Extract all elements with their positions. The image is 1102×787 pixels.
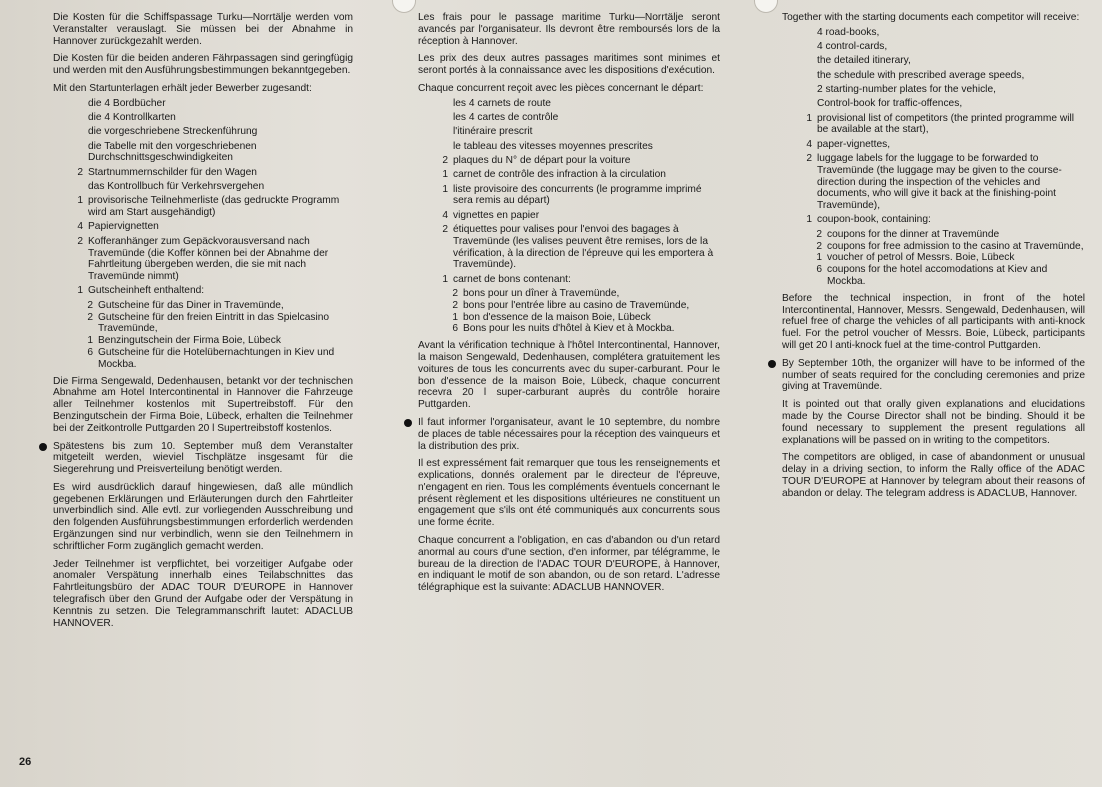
list-item: le tableau des vitesses moyennes prescrites bbox=[453, 140, 653, 152]
list-item: 2 plaques du N° de départ pour la voiture bbox=[442, 154, 631, 166]
list-item: 1 bon d'essence de la maison Boie, Lübeck bbox=[452, 311, 651, 323]
list-item: 6 coupons for the hotel accomodations at Kiev and Mockba. bbox=[816, 264, 1048, 287]
english-paragraph-4: It is pointed out that orally given explanations and elucidations made by the Course Director shall not be binding. Should it be found necessary to supplement the present regulations all explanations will be passed on in writing to the competitors. bbox=[782, 399, 1085, 446]
list-item: 1 provisorische Teilnehmerliste (das gedruckte Programm wird am Start ausgehändigt) bbox=[77, 195, 340, 219]
list-item: 4 vignettes en papier bbox=[442, 209, 540, 221]
list-item: 4 paper-vignettes, bbox=[806, 138, 891, 150]
punch-hole-left bbox=[392, 0, 416, 13]
list-item: l'itinéraire prescrit bbox=[453, 126, 533, 138]
french-paragraph-5: Il faut informer l'organisateur, avant le 10 septembre, du nombre de places de table nécessaires pour la réception des vainqueurs et la distribution des prix. bbox=[418, 417, 720, 452]
list-item: 2 Gutscheine für das Diner in Travemünde, bbox=[87, 299, 284, 311]
list-item: les 4 cartes de contrôle bbox=[453, 112, 559, 124]
list-item: 2 Kofferanhänger zum Gepäckvorausversand nach Travemünde (die Koffer können bei der Abnahme der Fahrtleitung übergeben werden, die sie mit nach Travemünde nimmt) bbox=[77, 235, 329, 283]
list-item: 1 liste provisoire des concurrents (le programme imprimé sera remis au départ) bbox=[442, 183, 702, 207]
bullet-icon bbox=[39, 443, 47, 451]
column-french bbox=[418, 12, 720, 600]
list-item: 2 coupons for the dinner at Travemünde bbox=[816, 228, 1000, 240]
german-paragraph-5: Spätestens bis zum 10. September muß dem Veranstalter mitgeteilt werden, wieviel Tischplätze insgesamt für die Siegerehrung und Preisverteilung benötigt werden. bbox=[53, 441, 353, 476]
french-paragraph-7: Chaque concurrent a l'obligation, en cas d'abandon ou d'un retard anormal au cours d'une section, d'en informer, par télégramme, le bureau de la direction de l'ADAC TOUR D'EUROPE, à Hannover, en indiquant le motif de son abandon, ou de son retard. L'adresse télégraphique est la suivante: ADACLUB HANNOVER. bbox=[418, 535, 720, 594]
list-item: 1 provisional list of competitors (the printed programme will be available at the start), bbox=[806, 112, 1075, 136]
list-item: 2 bons pour l'entrée libre au casino de Travemünde, bbox=[452, 299, 690, 311]
list-item: 1 voucher of petrol of Messrs. Boie, Lübeck bbox=[816, 252, 1015, 264]
list-item: 2 coupons for free admission to the casino at Travemünde, bbox=[816, 240, 1084, 252]
french-paragraph-6: Il est expressément fait remarquer que tous les renseignements et explications, donnés oralement par le directeur de l'épreuve, n'engagent en rien. Tous les compléments éventuels concernant le présent règlement et les dispositions ultérieures ne constituent un engagement que s'ils ont été communiqués aux concurrents sous une forme écrite. bbox=[418, 458, 720, 529]
list-item: 2 bons pour un dîner à Travemünde, bbox=[452, 287, 620, 299]
english-coupon-list bbox=[800, 229, 1085, 288]
list-item: das Kontrollbuch für Verkehrsvergehen bbox=[88, 181, 265, 193]
french-document-list bbox=[418, 98, 720, 335]
list-item: les 4 carnets de route bbox=[453, 97, 551, 109]
german-paragraph-7: Jeder Teilnehmer ist verpflichtet, bei vorzeitiger Aufgabe oder anomaler Verspätung innerhalb eines Teilabschnittes das Fahrtleitungsbüro der ADAC TOUR D'EUROPE in Hannover telegrafisch über den Grund der Aufgabe oder der Verspätung in Kenntnis zu setzen. Die Telegrammanschrift lautet: ADACLUB HANNOVER. bbox=[53, 558, 353, 629]
german-coupon-list bbox=[71, 300, 353, 371]
french-paragraph-3: Chaque concurrent reçoit avec les pièces concernant le départ: bbox=[418, 82, 704, 94]
list-item: 1 carnet de bons contenant: bbox=[442, 273, 571, 285]
list-item: 4 control-cards, bbox=[817, 41, 888, 53]
german-paragraph-6: Es wird ausdrücklich darauf hingewiesen, daß alle mündlich gegebenen Erklärungen und Erläuterungen durch den Fahrtleiter unverbindlich sind. Alle evtl. zur vorliegenden Ausschreibung und den folgenden Ausführungsbestimmungen erforderlich werdenden Ergänzungen sind nur verbindlich, wenn sie den Teilnehmern in schriftlicher Form zugänglich gemacht werden. bbox=[53, 481, 353, 552]
english-paragraph-3: By September 10th, the organizer will have to be informed of the number of seats required for the concluding ceremonies and prize giving at Travemünde. bbox=[782, 358, 1085, 393]
list-item: 1 carnet de contrôle des infraction à la circulation bbox=[442, 169, 666, 181]
french-paragraph-4: Avant la vérification technique à l'hôtel Intercontinental, Hannover, la maison Sengewald, Dedenhausen, complétera gratuitement les voitures de tous les concurrents avec du super-carburant. Pour le bon d'essence de la maison Boie, Lübeck, chaque concurrent recevra 20 l super-carburant auprès du contrôle horaire Puttgarden. bbox=[418, 340, 720, 411]
list-item: 1 Gutscheinheft enthaltend: bbox=[77, 285, 205, 297]
list-item: Control-book for traffic-offences, bbox=[817, 98, 963, 110]
list-item: 2 étiquettes pour valises pour l'envoi des bagages à Travemünde (les valises peuvent être remises, lors de la vérification, à la direction de l'épreuve qui les emportera à Travemünde). bbox=[442, 223, 714, 271]
list-item: die 4 Kontrollkarten bbox=[88, 112, 176, 124]
english-paragraph-5: The competitors are obliged, in case of abandonment or unusual delay in a driving section, to inform the Rally office of the ADAC TOUR D'EUROPE at Hannover by telegram about their reasons of abandon or delay. The telegram address is ADACLUB, Hannover. bbox=[782, 452, 1085, 499]
bullet-icon bbox=[404, 419, 412, 427]
list-item: 6 Gutscheine für die Hotelübernachtungen in Kiev und Mockba. bbox=[87, 346, 335, 370]
german-paragraph-4: Die Firma Sengewald, Dedenhausen, betankt vor der technischen Abnahme am Hotel Intercontinental in Hannover die Fahrzeuge aller Teilnehmer kostenlos mit Supertreibstoff. Für den Benzingutschein der Firma Boie, Lübeck, erhalten die Teilnehmer bei der Zeitkontrolle Puttgarden 20 l Supertreibstoff kostenlos. bbox=[53, 375, 353, 434]
list-item: 2 starting-number plates for the vehicle, bbox=[817, 83, 996, 95]
english-paragraph-2: Before the technical inspection, in front of the hotel Intercontinental, Hannover, Messrs. Sengewald, Dedenhausen, will refuel free of charge the vehicles of all participants with anti-knock fuel. For the petrol voucher of Messrs. Boie, Lübeck, participants will get 20 l anti-knock fuel at the time-control Puttgarden. bbox=[782, 292, 1085, 351]
list-item: die Tabelle mit den vorgeschriebenen Durchschnittsgeschwindigkeiten bbox=[88, 140, 257, 164]
bullet-icon bbox=[768, 360, 776, 368]
german-paragraph-3: Mit den Startunterlagen erhält jeder Bewerber zugesandt: bbox=[53, 82, 312, 94]
list-item: 2 luggage labels for the luggage to be forwarded to Travemünde (the luggage may be given to the course-direction during the inspection of the vehicles and documents, who will give it back at the finishing-point Travemünde), bbox=[806, 152, 1062, 212]
list-item: the detailed itinerary, bbox=[817, 55, 911, 67]
column-german bbox=[53, 12, 353, 635]
french-paragraph-2: Les prix des deux autres passages maritimes sont minimes et seront portés à la connaissance avec les dispositions d'exécution. bbox=[418, 53, 720, 77]
french-paragraph-1: Les frais pour le passage maritime Turku—Norrtälje seront avancés par l'organisateur. Ils devront être remboursés lors de la réception à Hannover. bbox=[418, 12, 720, 47]
list-item: the schedule with prescribed average speeds, bbox=[817, 69, 1025, 81]
list-item: 4 Papiervignetten bbox=[77, 221, 159, 233]
german-paragraph-2: Die Kosten für die beiden anderen Fährpassagen sind geringfügig und werden mit den Ausführungsbestimmungen bekanntgegeben. bbox=[53, 53, 353, 77]
german-paragraph-1: Die Kosten für die Schiffspassage Turku—Norrtälje werden vom Veranstalter verauslagt. Sie müssen bei der Abnahme in Hannover zurückgezahlt werden. bbox=[53, 12, 353, 47]
list-item: die 4 Bordbücher bbox=[88, 97, 166, 109]
column-english bbox=[782, 12, 1085, 505]
list-item: 4 road-books, bbox=[817, 26, 880, 38]
english-paragraph-1: Together with the starting documents each competitor will receive: bbox=[782, 12, 1080, 23]
french-coupon-list bbox=[436, 288, 720, 335]
german-document-list bbox=[53, 98, 353, 371]
list-item: die vorgeschriebene Streckenführung bbox=[88, 126, 258, 138]
list-item: 2 Gutscheine für den freien Eintritt in das Spielcasino Travemünde, bbox=[87, 311, 330, 335]
punch-hole-right bbox=[754, 0, 778, 13]
english-document-list bbox=[782, 27, 1085, 288]
list-item: 1 Benzingutschein der Firma Boie, Lübeck bbox=[87, 335, 281, 347]
list-item: 6 Bons pour les nuits d'hôtel à Kiev et à Mockba. bbox=[452, 323, 675, 335]
page-number: 26 bbox=[19, 756, 32, 768]
list-item: 1 coupon-book, containing: bbox=[806, 214, 931, 226]
list-item: 2 Startnummernschilder für den Wagen bbox=[77, 166, 257, 178]
